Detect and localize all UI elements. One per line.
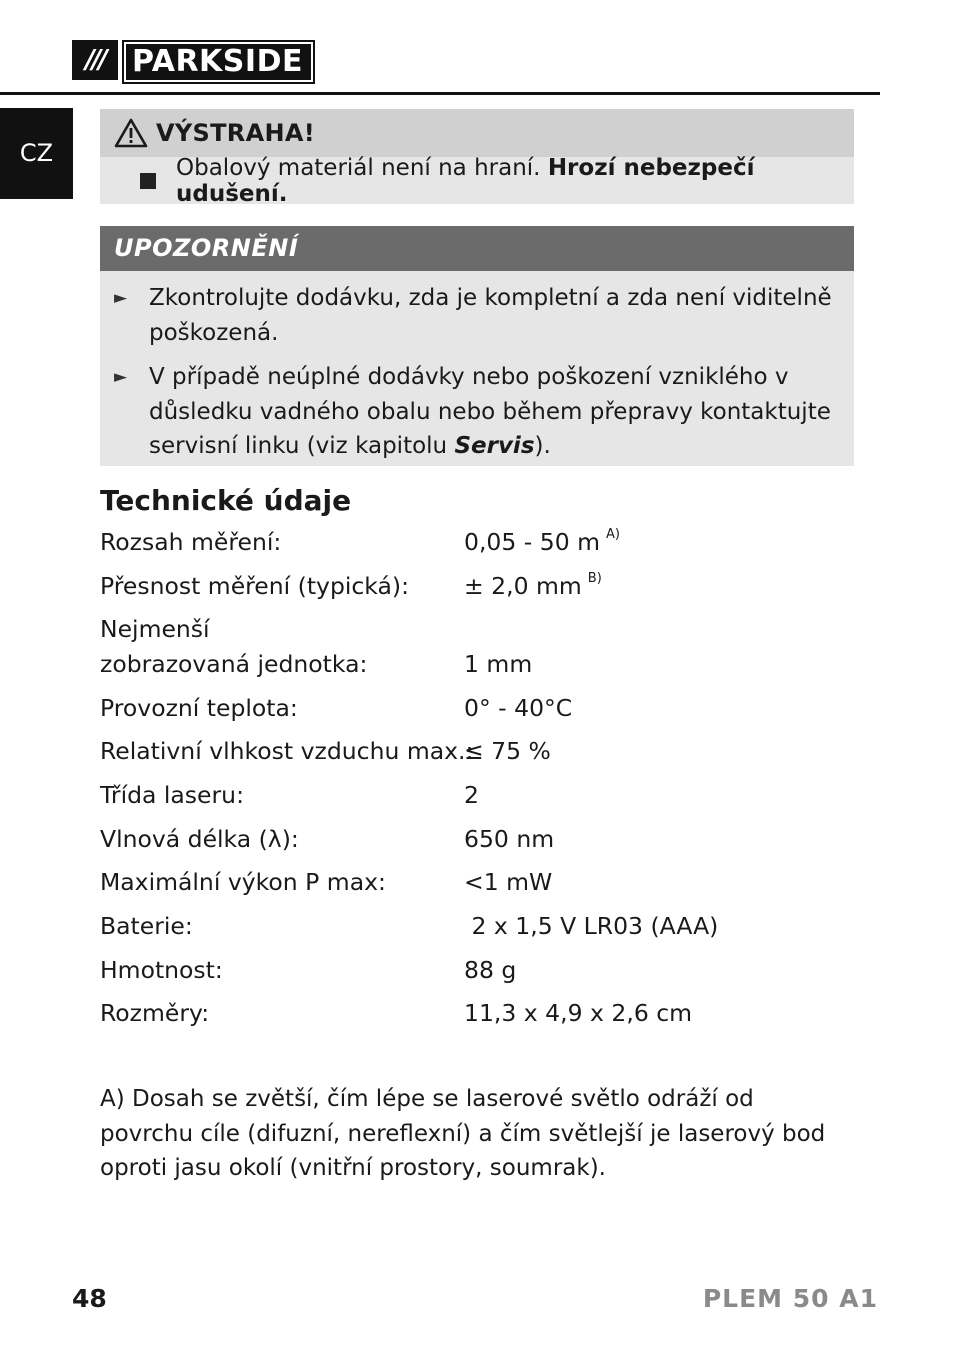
notice-item-text: V případě neúplné dodávky nebo poškození vzniklého v důsledku vadného obalu nebo během přepravy kontaktujte servisní linku (viz kapitolu Servis).	[149, 364, 831, 459]
notice-item	[100, 360, 834, 464]
spec-label: Baterie:	[100, 912, 193, 940]
notice-box	[100, 226, 854, 466]
warning-box	[100, 109, 854, 207]
spec-row	[100, 570, 860, 618]
spec-value: <1 mW	[464, 868, 553, 897]
spec-label: Třída laseru:	[100, 780, 244, 809]
spec-label: Maximální výkon P max:	[100, 868, 386, 897]
arrow-bullet-icon: ►	[114, 367, 128, 387]
spec-row	[100, 914, 860, 958]
warning-header	[100, 109, 854, 157]
spec-row	[100, 1001, 860, 1045]
spec-row	[100, 617, 860, 695]
spec-value: 11,3 x 4,9 x 2,6 cm	[464, 999, 693, 1028]
spec-row	[100, 870, 860, 914]
warning-triangle-icon	[114, 118, 148, 148]
model-name: PLEM 50 A1	[702, 1284, 878, 1313]
footnote-a: A) Dosah se zvětší, čím lépe se laserové světlo odráží od povrchu cíle (difuzní, nereflexní) a čím světlejší je laserový bod oproti jasu okolí (vnitřní prostory, soumrak).	[100, 1086, 826, 1181]
footnote-ref: A)	[606, 527, 620, 543]
logo-wordmark: PARKSIDE	[122, 40, 315, 84]
spec-label: Relativní vlhkost vzduchu max.:	[100, 737, 474, 766]
spec-value: 2	[464, 780, 479, 809]
specs-title: Technické údaje	[100, 484, 352, 517]
language-tab: CZ	[0, 108, 73, 199]
spec-label: Nejmenší zobrazovaná jednotka:	[100, 615, 368, 678]
spec-value: ± 2,0 mm $^{B)}$	[464, 570, 602, 600]
notice-item-text: Zkontrolujte dodávku, zda je kompletní a zda není viditelně poškozená.	[149, 285, 832, 346]
spec-row	[100, 826, 860, 870]
header-rule	[0, 92, 880, 95]
page-number: 48	[72, 1284, 107, 1313]
notice-item	[100, 281, 834, 350]
spec-label: Vlnová délka (λ):	[100, 824, 299, 853]
spec-label: Rozměry:	[100, 999, 210, 1028]
spec-label: Hmotnost:	[100, 955, 223, 984]
spec-label: Přesnost měření (typická):	[100, 571, 409, 600]
spec-label: Rozsah měření:	[100, 528, 282, 557]
arrow-bullet-icon: ►	[114, 288, 128, 308]
spec-label: Provozní teplota:	[100, 693, 298, 722]
notice-title: UPOZORNĚNÍ	[100, 226, 854, 271]
spec-row	[100, 695, 860, 739]
spec-value: 0° - 40°C	[464, 693, 573, 722]
spec-value: 0,05 - 50 m $^{A)}$	[464, 527, 620, 557]
warning-item	[100, 154, 854, 207]
logo-slashes: ///	[72, 40, 118, 80]
spec-row	[100, 739, 860, 783]
warning-title: VÝSTRAHA!	[156, 119, 315, 147]
footnote-ref: B)	[587, 570, 602, 586]
spec-row	[100, 780, 860, 827]
spec-value: 650 nm	[464, 824, 555, 853]
specs-table	[100, 527, 860, 1045]
spec-value: ≤ 75 %	[464, 737, 551, 766]
spec-value: 2 x 1,5 V LR03 (AAA)	[464, 912, 719, 940]
parkside-logo	[72, 40, 315, 80]
spec-value: 88 g	[464, 955, 517, 984]
spec-value: 1 mm	[464, 649, 533, 678]
square-bullet-icon	[140, 173, 156, 189]
warning-item-text: Obalový materiál není na hraní. Hrozí nebezpečí udušení.	[176, 154, 755, 207]
spec-row	[100, 955, 860, 1002]
